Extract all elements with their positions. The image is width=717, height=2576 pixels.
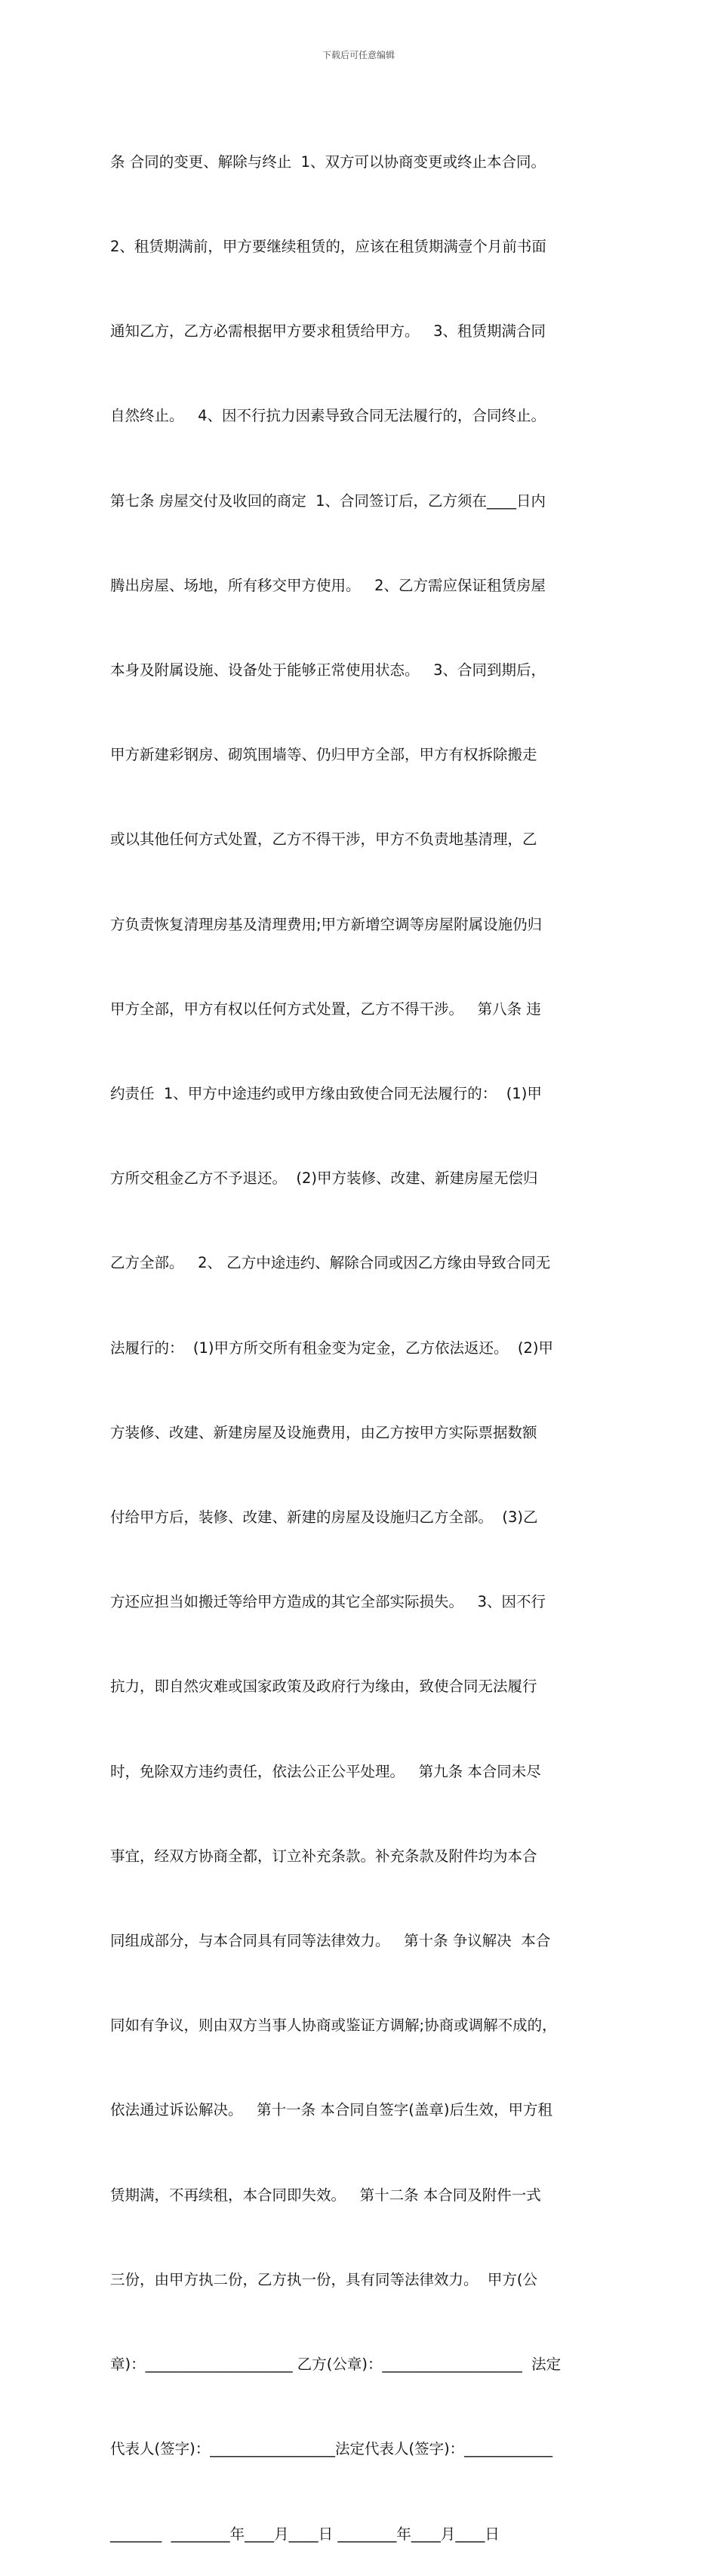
text-line: 法履行的： (1)甲方所交所有租金变为定金，乙方依法返还。 (2)甲: [110, 1339, 554, 1357]
text-line: 赁期满，不再续租，本合同即失效。 第十二条 本合同及附件一式: [110, 2186, 541, 2204]
date-line: _______ ________年____月____日 ________年____月____日: [110, 2525, 500, 2543]
text-line: 第七条 房屋交付及收回的商定 1、合同签订后，乙方须在____日内: [110, 491, 546, 510]
text-line: 方装修、改建、新建房屋及设施费用，由乙方按甲方实际票据数额: [110, 1423, 537, 1441]
text-line: 腾出房屋、场地，所有移交甲方使用。 2、乙方需应保证租赁房屋: [110, 576, 546, 594]
text-line: 三份，由甲方执二份，乙方执一份，具有同等法律效力。 甲方(公: [110, 2270, 538, 2288]
text-line: 或以其他任何方式处置，乙方不得干涉，甲方不负责地基清理，乙: [110, 830, 537, 849]
text-line: 本身及附属设施、设备处于能够正常使用状态。 3、合同到期后，: [110, 661, 546, 679]
text-line: 条 合同的变更、解除与终止 1、双方可以协商变更或终止本合同。: [110, 153, 546, 171]
text-line: 同如有争议，则由双方当事人协商或鉴证方调解;协商或调解不成的，: [110, 2017, 557, 2035]
text-line: 2、租赁期满前，甲方要继续租赁的，应该在租赁期满壹个月前书面: [110, 238, 546, 256]
text-line: 方所交租金乙方不予退还。 (2)甲方装修、改建、新建房屋无偿归: [110, 1169, 538, 1188]
signature-line: 章)：____________________ 乙方(公章)：___________________ 法定: [110, 2356, 562, 2374]
text-line: 同组成部分，与本合同具有同等法律效力。 第十条 争议解决 本合: [110, 1932, 551, 1950]
text-line: 抗力，即自然灾难或国家政策及政府行为缘由，致使合同无法履行: [110, 1678, 537, 1696]
text-line: 方还应担当如搬迁等给甲方造成的其它全部实际损失。 3、因不行: [110, 1593, 546, 1611]
text-line: 时，免除双方违约责任，依法公正公平处理。 第九条 本合同未尽: [110, 1762, 541, 1780]
text-line: 事宜，经双方协商全都，订立补充条款。补充条款及附件均为本合: [110, 1847, 537, 1865]
text-line: 自然终止。 4、因不行抗力因素导致合同无法履行的，合同终止。: [110, 407, 546, 425]
contract-body: [110, 91, 623, 2576]
text-line: 乙方全部。 2、 乙方中途违约、解除合同或因乙方缘由导致合同无: [110, 1254, 551, 1272]
text-line: 约责任 1、甲方中途违约或甲方缘由致使合同无法履行的： (1)甲: [110, 1085, 542, 1103]
text-line: 通知乙方，乙方必需根据甲方要求租赁给甲方。 3、租赁期满合同: [110, 322, 546, 340]
page-header: 下载后可任意编辑: [322, 50, 395, 60]
text-line: 付给甲方后，装修、改建、新建的房屋及设施归乙方全部。 (3)乙: [110, 1508, 538, 1527]
text-line: 依法通过诉讼解决。 第十一条 本合同自签字(盖章)后生效，甲方租: [110, 2101, 553, 2119]
signature-line: 代表人(签字)：_________________法定代表人(签字)：____________: [110, 2440, 553, 2458]
text-line: 甲方新建彩钢房、砌筑围墙等、仍归甲方全部，甲方有权拆除搬走: [110, 746, 537, 764]
text-line: 方负责恢复清理房基及清理费用;甲方新增空调等房屋附属设施仍归: [110, 915, 543, 933]
text-line: 甲方全部，甲方有权以任何方式处置，乙方不得干涉。 第八条 违: [110, 1000, 541, 1018]
